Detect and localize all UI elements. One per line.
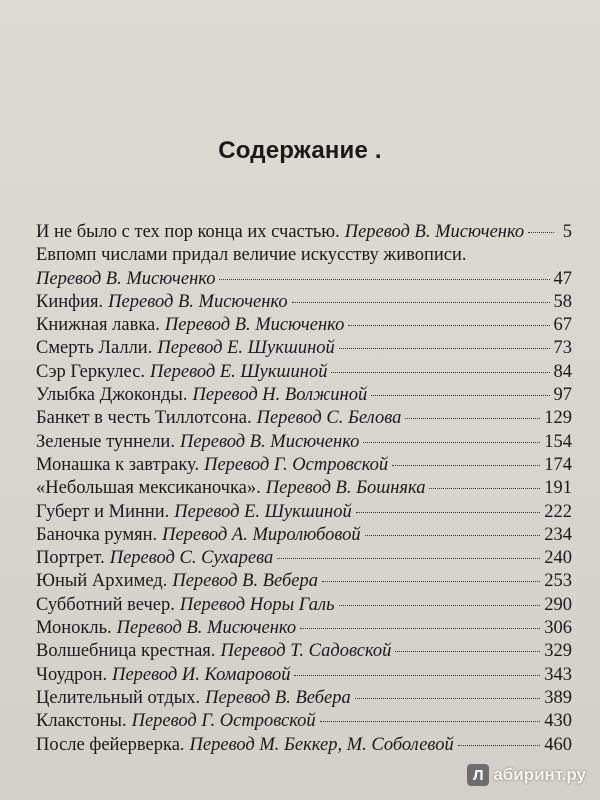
toc-entry [36,291,572,314]
toc-entry [36,664,572,687]
toc-entry [36,244,572,267]
entry-translator: Перевод С. Белова [256,408,402,429]
dot-leader [365,535,541,536]
watermark [467,764,586,786]
dot-leader [405,418,540,419]
dot-leader [429,488,540,489]
page-number: 343 [544,664,572,685]
dot-leader [395,651,540,652]
page-number: 154 [544,431,572,452]
dot-leader [528,232,554,233]
dot-leader [339,605,541,606]
toc-entry [36,454,572,477]
toc-entry [36,524,572,547]
page-number: 73 [553,338,572,359]
entry-title: Улыбка Джоконды. [36,385,188,406]
dot-leader [363,442,540,443]
toc-entry [36,314,572,337]
entry-translator: Перевод Е. Шукшиной [174,501,352,522]
toc-entry [36,734,572,757]
dot-leader [392,465,540,466]
dot-leader [292,302,550,303]
entry-title: Клакстоны. [36,711,127,732]
toc-entry [36,570,572,593]
labirint-logo-icon: Л [467,764,489,786]
entry-translator: Перевод В. Бошняка [265,478,426,499]
entry-translator: Перевод В. Мисюченко [116,618,297,639]
entry-title: Юный Архимед. [36,571,168,592]
dot-leader [219,279,549,280]
entry-translator: Перевод В. Вебера [172,571,318,592]
entry-title: Смерть Лалли. [36,338,153,359]
toc-entry [36,501,572,524]
dot-leader [339,348,550,349]
entry-title: «Небольшая мексиканочка». [36,478,261,499]
page-number: 5 [562,222,572,242]
page-number: 306 [544,618,572,639]
page-number: 234 [544,524,572,545]
page-number: 191 [544,478,572,499]
entry-translator: Перевод М. Беккер, М. Соболевой [189,734,454,755]
entry-translator: Перевод Норы Галь [179,594,335,615]
toc-entry [36,384,572,407]
entry-title: После фейерверка. [36,734,185,755]
page-number: 253 [544,571,572,592]
toc-entry [36,407,572,430]
entry-translator: Перевод Г. Островской [204,454,389,475]
page-number: 58 [553,291,572,312]
dot-leader [277,558,540,559]
dot-leader [300,628,540,629]
dot-leader [458,745,541,746]
page-number: 97 [553,385,572,406]
page-number: 84 [553,361,572,382]
entry-title: Чоудрон. [36,664,108,685]
toc-entry [36,477,572,500]
toc-entry [36,594,572,617]
entry-translator: Перевод В. Мисюченко [108,291,288,312]
dot-leader [356,512,541,513]
entry-translator: Перевод В. Мисюченко [344,222,525,242]
entry-translator: Перевод Т. Садовской [220,641,392,662]
page-number: 240 [544,548,572,569]
entry-translator: Перевод Е. Шукшиной [150,361,328,382]
dot-leader [294,675,540,676]
page-number: 389 [544,687,572,708]
page-title: Содержание . [218,137,382,164]
page-number: 430 [544,711,572,732]
page-number: 460 [544,734,572,755]
toc-entry [36,431,572,454]
entry-title: Портрет. [36,548,105,569]
page-number: 290 [544,594,572,615]
entry-title: Волшебница крестная. [36,641,216,662]
entry-translator: Перевод В. Мисюченко [164,315,345,336]
entry-title: Книжная лавка. [36,315,160,336]
page-number: 329 [544,641,572,662]
entry-translator: Перевод Н. Волжиной [192,385,368,406]
toc-entry [36,617,572,640]
entry-title: Целительный отдых. [36,687,201,708]
toc-entry [36,337,572,360]
dot-leader [348,325,549,326]
toc-entry [36,221,572,244]
toc-entry [36,268,572,291]
dot-leader [355,698,541,699]
entry-translator: Перевод В. Мисюченко [179,431,360,452]
entry-translator: Перевод С. Сухарева [109,548,274,569]
dot-leader [322,581,540,582]
entry-translator: Перевод В. Вебера [205,687,351,708]
entry-title: И не было с тех пор конца их счастью. [36,222,340,242]
entry-title: Баночка румян. [36,524,158,545]
page-number: 47 [553,268,572,289]
page-number: 222 [544,501,572,522]
toc-entry [36,687,572,710]
dot-leader [371,395,549,396]
entry-title: Евпомп числами придал величие искусству живописи. [36,245,467,266]
toc-entry [36,640,572,663]
entry-title: Монашка к завтраку. [36,454,200,475]
entry-translator: Перевод В. Мисюченко [36,268,216,289]
watermark-text: абиринт.ру [493,765,586,784]
dot-leader [320,721,541,722]
toc-entry [36,547,572,570]
entry-title: Субботний вечер. [36,594,175,615]
entry-title: Банкет в честь Тиллотсона. [36,408,252,429]
entry-translator: Перевод А. Миролюбовой [162,524,361,545]
toc-entry [36,710,572,733]
entry-translator: Перевод И. Комаровой [112,664,291,685]
entry-translator: Перевод Г. Островской [131,711,316,732]
table-of-contents [36,221,572,757]
entry-title: Кинфия. [36,291,104,312]
page-number: 67 [553,315,572,336]
entry-title: Зеленые туннели. [36,431,175,452]
entry-translator: Перевод Е. Шукшиной [157,338,335,359]
page-number: 129 [544,408,572,429]
entry-title: Губерт и Минни. [36,501,170,522]
page-number: 174 [544,454,572,475]
entry-title: Монокль. [36,618,112,639]
entry-title: Сэр Геркулес. [36,361,146,382]
dot-leader [331,372,549,373]
toc-entry [36,361,572,384]
